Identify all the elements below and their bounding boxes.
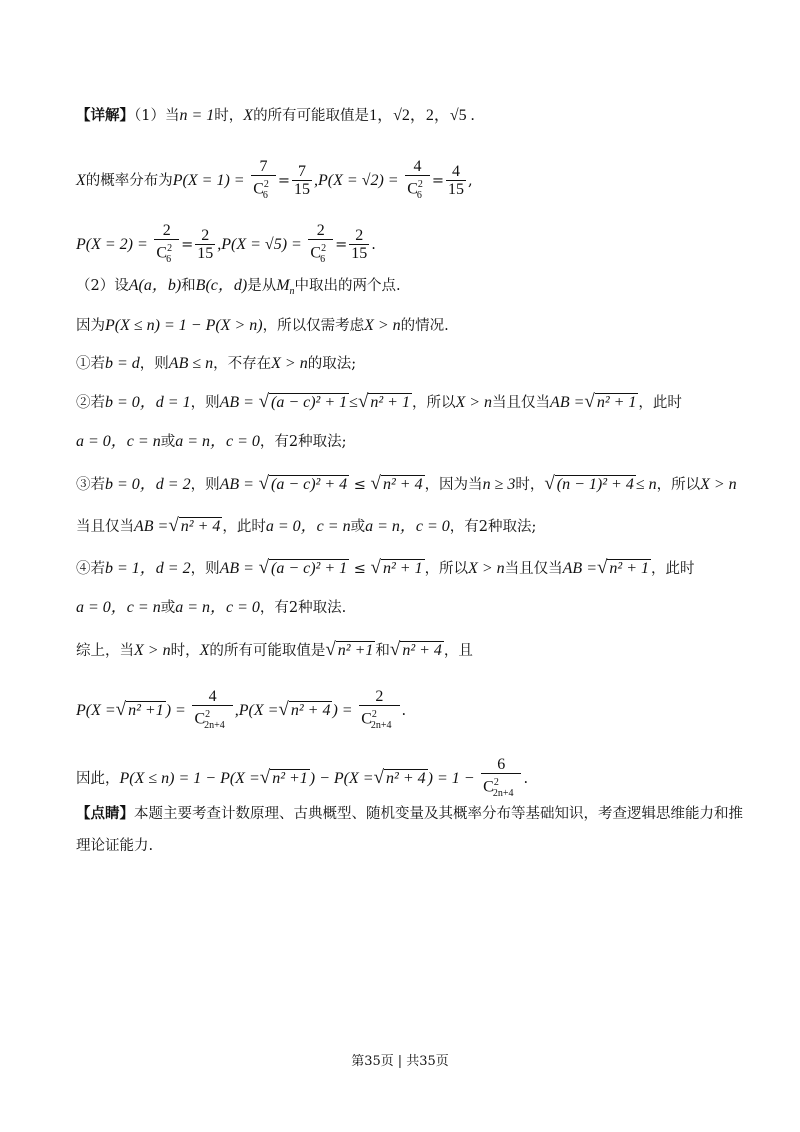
text: ，且 <box>443 643 473 659</box>
math: P(X ≤ n) = 1 − P(X > n) <box>105 317 263 334</box>
math: X <box>243 107 254 124</box>
line-13 <box>76 640 740 661</box>
text: ，所以仅需考虑 <box>262 318 365 334</box>
math: AB = <box>219 560 254 577</box>
sqrt: √ n² + 4 <box>168 515 221 536</box>
sqrt: √ n² + 1 <box>370 557 423 578</box>
math: P(X = 1) = <box>172 171 245 189</box>
line-17 <box>76 836 740 856</box>
line-10 <box>76 516 740 537</box>
fraction: $\frac{4}{C^2_{2n+4}}$ <box>192 688 232 734</box>
line-16 <box>76 804 743 824</box>
math: A(a，b) <box>128 277 182 294</box>
math: X <box>199 642 210 659</box>
sqrt: √ (a − c)² + 1 <box>258 557 348 578</box>
line-15: 因此，P(X ≤ n) = 1 − P(X =√ n² +1 ) − P(X =√ n² + 4 ) = 1 − $\frac{6}{C^2_{2n+4}}$ . <box>76 756 740 802</box>
line-12 <box>76 598 740 618</box>
math: X > n <box>468 560 505 577</box>
text: 和 <box>375 643 390 659</box>
sqrt: √ n² +1 <box>259 766 308 788</box>
fraction: $\frac{2}{C^2_6}$ <box>308 222 333 268</box>
math: ≤ n <box>635 476 657 493</box>
line-2: X的概率分布为P(X = 1) = $\frac{7}{C^2_6}$ = $\frac{7}{15}$ ,P(X = √2) = $\frac{4}{C^2_6}$ = $\frac{4}{15}$ , <box>76 158 740 204</box>
math: X > n <box>700 476 737 493</box>
line-14: P(X =√ n² +1 ) = $\frac{4}{C^2_{2n+4}}$ ,P(X =√ n² + 4 ) = $\frac{2}{C^2_{2n+4}}$ . <box>76 688 740 734</box>
math: ) = <box>165 701 186 719</box>
math: b = 0，d = 1 <box>105 394 191 411</box>
math: a = 0，c = n <box>76 599 161 616</box>
line-9: ③若b = 0，d = 2，则AB = √ (a − c)² + 4 ≤ √ n² + 4 ，因为当n ≥ 3时，√ (n − 1)² + 4 ≤ n，所以X > n <box>76 473 737 494</box>
fraction: $\frac{7}{15}$ <box>294 163 311 199</box>
detail-tag: 【详解】 <box>76 107 134 124</box>
text: ③若 <box>76 477 105 493</box>
math: b = d <box>105 355 140 372</box>
fraction: $\frac{2}{C^2_{2n+4}}$ <box>359 688 399 734</box>
text: ，因为当 <box>424 477 483 493</box>
math: ,P(X = √5) = <box>217 235 302 253</box>
text: ，则 <box>190 395 220 411</box>
line-3: P(X = 2) = $\frac{2}{C^2_6}$ = $\frac{2}{15}$ ,P(X = √5) = $\frac{2}{C^2_6}$ = $\frac{2}{15}$ . <box>76 222 740 268</box>
text: ，此时 <box>222 519 266 535</box>
page-footer <box>0 1050 800 1069</box>
math: a = n，c = 0 <box>365 518 450 535</box>
math: AB ≤ n <box>168 355 214 372</box>
separator: | <box>397 1054 403 1069</box>
sqrt: √ n² + 4 <box>373 766 426 788</box>
math: b = 1，d = 2 <box>105 560 191 577</box>
text: ，有2种取法; <box>449 519 537 535</box>
sqrt: √ n² + 4 <box>370 473 423 494</box>
sqrt: √ n² + 1 <box>357 391 410 412</box>
text: 的所有可能取值是 <box>253 108 370 124</box>
text: ①若 <box>76 356 105 372</box>
text: 时， <box>170 643 200 659</box>
text: 当且仅当 <box>76 519 134 535</box>
math: a = 0，c = n <box>76 433 161 450</box>
text: ，不存在 <box>213 356 272 372</box>
text: ，所以 <box>656 477 701 493</box>
sqrt: √ n² +1 <box>115 698 164 720</box>
math: P(X ≤ n) = 1 − P(X = <box>119 769 260 787</box>
text: 或 <box>160 434 176 450</box>
sqrt: √ (n − 1)² + 4 <box>544 473 634 494</box>
sqrt: √ n² + 4 <box>389 639 442 660</box>
text: 中取出的两个点. <box>294 278 401 294</box>
text: 的所有可能取值是 <box>209 643 326 659</box>
text: ④若 <box>76 561 105 577</box>
fraction: $\frac{2}{15}$ <box>351 227 368 263</box>
text: ，则 <box>190 477 220 493</box>
math: X > n <box>364 317 401 334</box>
line-5 <box>76 316 740 336</box>
text: 是从 <box>247 278 277 294</box>
line-4 <box>76 276 740 302</box>
line-7 <box>76 392 740 413</box>
sqrt: √ (a − c)² + 4 <box>258 473 348 494</box>
math: P(X = <box>76 701 116 719</box>
fraction: $\frac{7}{C^2_6}$ <box>251 158 276 204</box>
math: a = 0，c = n <box>265 518 351 535</box>
fraction: $\frac{4}{C^2_6}$ <box>405 158 430 204</box>
text: 的情况. <box>400 318 449 334</box>
math: X > n <box>455 394 493 411</box>
fraction: $\frac{4}{15}$ <box>448 163 465 199</box>
math: AB = <box>134 518 169 535</box>
sqrt: √ (a − c)² + 1 <box>258 391 348 412</box>
math: B(c，d) <box>195 277 248 294</box>
text: ，所以 <box>411 395 456 411</box>
text: 的取法; <box>307 356 357 372</box>
fraction: $\frac{6}{C^2_{2n+4}}$ <box>481 756 521 802</box>
text: ，所以 <box>424 561 469 577</box>
math: ≤ <box>349 394 358 411</box>
text: 或 <box>350 519 366 535</box>
math: X > n <box>134 642 171 659</box>
text: 和 <box>181 278 196 294</box>
math: a = n，c = 0 <box>175 433 260 450</box>
remark-tag: 【点睛】 <box>76 805 134 822</box>
text: ，有2种取法. <box>259 600 347 616</box>
math: AB = <box>219 476 254 493</box>
math: ) − P(X = <box>309 769 374 787</box>
text: ，有2种取法; <box>259 434 347 450</box>
math: n ≥ 3 <box>482 476 516 493</box>
text: 本题主要考查计数原理、古典概型、随机变量及其概率分布等基础知识，考查逻辑思维能力和推 <box>134 806 743 822</box>
text: 理论证能力. <box>76 838 154 854</box>
math: ,P(X = <box>234 701 279 719</box>
text: 因此， <box>76 770 120 787</box>
line-1 <box>76 106 740 126</box>
text: ②若 <box>76 395 105 411</box>
text: ，此时 <box>651 561 695 577</box>
text: （2）设 <box>76 278 129 294</box>
text: 综上，当 <box>76 643 134 659</box>
page-total: 共35页 <box>406 1054 449 1069</box>
text: （1）当 <box>134 108 180 124</box>
math: ) = 1 − <box>427 769 475 787</box>
math: AB = <box>562 560 597 577</box>
math: X > n <box>271 355 308 372</box>
text: 当且仅当 <box>492 395 551 411</box>
fraction: $\frac{2}{15}$ <box>197 227 214 263</box>
math: b = 0，d = 2 <box>105 476 191 493</box>
math: n = 1 <box>179 107 215 124</box>
math: ,P(X = √2) = <box>314 171 399 189</box>
page-number: 第35页 <box>351 1054 394 1069</box>
text: 的概率分布为 <box>85 172 173 189</box>
math: $M_n$ <box>276 277 295 298</box>
text: ，则 <box>139 356 169 372</box>
text: 时， <box>515 477 545 493</box>
math: 1，√2，2，√5 . <box>369 107 475 124</box>
sqrt: √ n² + 1 <box>596 557 650 578</box>
sqrt: √ n² + 4 <box>278 698 331 720</box>
math: P(X = 2) = <box>76 235 148 253</box>
text: ，此时 <box>638 395 682 411</box>
line-6 <box>76 354 740 374</box>
math: AB = <box>219 394 254 411</box>
fraction: $\frac{2}{C^2_6}$ <box>154 222 179 268</box>
text: 当且仅当 <box>504 561 563 577</box>
text: 时， <box>214 108 244 124</box>
math: ) = <box>332 701 353 719</box>
text: ，则 <box>190 561 220 577</box>
line-8 <box>76 432 740 452</box>
sqrt: √ n² +1 <box>325 639 374 660</box>
line-11: ④若b = 1，d = 2，则AB = √ (a − c)² + 1 ≤ √ n² + 1 ，所以X > n当且仅当AB =√ n² + 1 ，此时 <box>76 557 695 578</box>
math: X <box>76 171 86 189</box>
math: a = n，c = 0 <box>175 599 260 616</box>
math: AB = <box>550 394 585 411</box>
sqrt: √ n² + 1 <box>584 391 637 412</box>
text: 或 <box>160 600 176 616</box>
text: 因为 <box>76 318 105 334</box>
